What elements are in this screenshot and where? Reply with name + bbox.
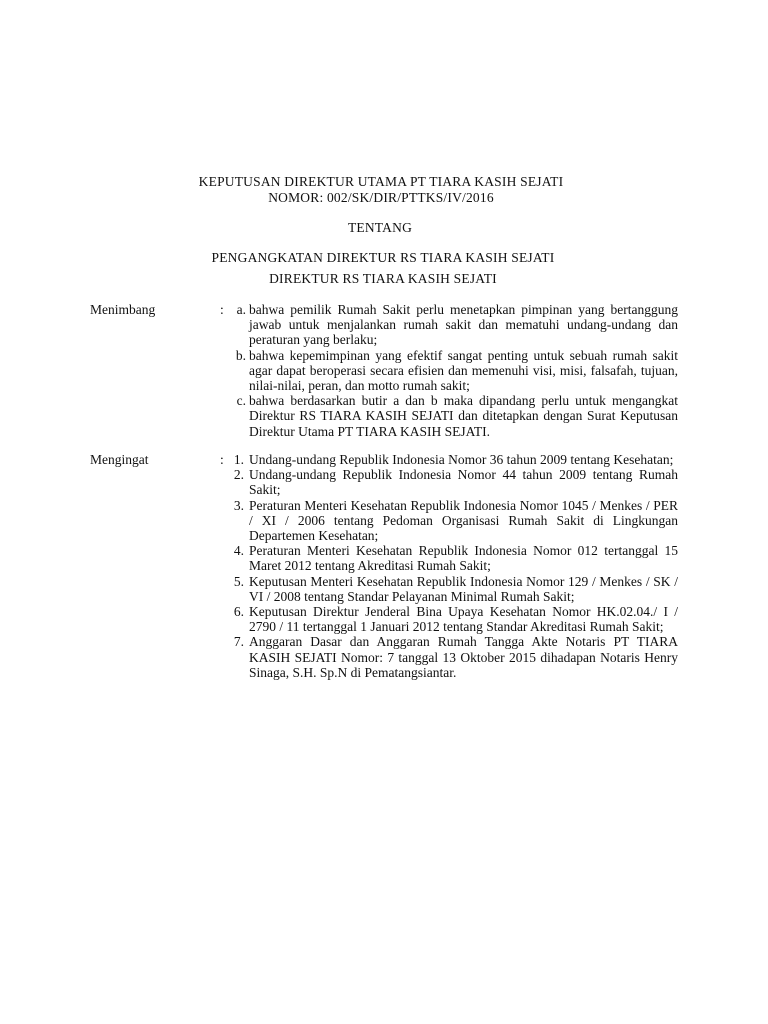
item-text: Anggaran Dasar dan Anggaran Rumah Tangga Akte Notaris PT TIARA KASIH SEJATI Nomor: 7 tanggal 13 Oktober 2015 dihadapan Notaris Henry Sinaga, S.H. Sp.N di Pematangsiantar.: [249, 634, 678, 680]
list-item: [228, 302, 678, 348]
decree-number: NOMOR: 002/SK/DIR/PTTKS/IV/2016: [268, 190, 494, 205]
list-item: [228, 543, 678, 573]
mengingat-label: Mengingat: [90, 452, 149, 467]
item-text: Undang-undang Republik Indonesia Nomor 44 tahun 2009 tentang Rumah Sakit;: [249, 467, 678, 498]
decree-subject: PENGANGKATAN DIREKTUR RS TIARA KASIH SEJATI: [211, 250, 555, 265]
list-item: [228, 467, 678, 497]
item-marker: 4.: [233, 543, 244, 559]
list-item: [228, 393, 678, 439]
item-text: Peraturan Menteri Kesehatan Republik Indonesia Nomor 012 tertanggal 15 Maret 2012 tentang Akreditasi Rumah Sakit;: [249, 543, 678, 574]
item-text: Keputusan Menteri Kesehatan Republik Indonesia Nomor 129 / Menkes / SK / VI / 2008 tentang Standar Pelayanan Minimal Rumah Sakit;: [249, 573, 678, 604]
mengingat-list: [228, 452, 678, 680]
item-text: bahwa berdasarkan butir a dan b maka dipandang perlu untuk mengangkat Direktur RS TIARA KASIH SEJATI dan ditetapkan dengan Surat Keputusan Direktur Utama PT TIARA KASIH SEJATI.: [249, 393, 678, 439]
item-text: bahwa pemilik Rumah Sakit perlu menetapkan pimpinan yang bertanggung jawab untuk menjalankan rumah sakit dan mematuhi undang-undang dan peraturan yang berlaku;: [249, 302, 678, 348]
list-item: [228, 574, 678, 604]
item-text: Undang-undang Republik Indonesia Nomor 36 tahun 2009 tentang Kesehatan;: [249, 452, 674, 467]
item-text: Peraturan Menteri Kesehatan Republik Indonesia Nomor 1045 / Menkes / PER / XI / 2006 tentang Pedoman Organisasi Rumah Sakit di Lingkungan Departemen Kesehatan;: [249, 497, 678, 544]
item-marker: c.: [236, 393, 246, 409]
item-marker: 6.: [233, 604, 244, 620]
item-marker: b.: [235, 347, 246, 363]
item-marker: a.: [236, 302, 246, 317]
issuer-heading: DIREKTUR RS TIARA KASIH SEJATI: [269, 271, 497, 286]
menimbang-list: [228, 302, 678, 439]
menimbang-colon: :: [220, 302, 224, 317]
item-marker: 7.: [233, 634, 244, 650]
mengingat-colon: :: [220, 452, 224, 467]
item-text: Keputusan Direktur Jenderal Bina Upaya Kesehatan Nomor HK.02.04./ I / 2790 / 11 tertanggal 1 Januari 2012 tentang Standar Akreditasi Rumah Sakit;: [249, 604, 678, 635]
about-heading: TENTANG: [347, 220, 413, 235]
list-item: [228, 452, 678, 467]
menimbang-label: Menimbang: [90, 302, 156, 317]
list-item: [228, 604, 678, 634]
list-item: [228, 348, 678, 394]
list-item: [228, 634, 678, 680]
item-marker: 5.: [233, 573, 244, 589]
decree-title: KEPUTUSAN DIREKTUR UTAMA PT TIARA KASIH SEJATI: [198, 174, 564, 189]
item-marker: 1.: [233, 452, 244, 467]
item-text: bahwa kepemimpinan yang efektif sangat penting untuk sebuah rumah sakit agar dapat beroperasi secara efisien dan memenuhi visi, misi, falsafah, tujuan, nilai-nilai, peran, dan motto rumah sakit;: [249, 347, 678, 394]
item-marker: 3.: [233, 497, 244, 513]
item-marker: 2.: [233, 467, 244, 483]
list-item: [228, 498, 678, 544]
